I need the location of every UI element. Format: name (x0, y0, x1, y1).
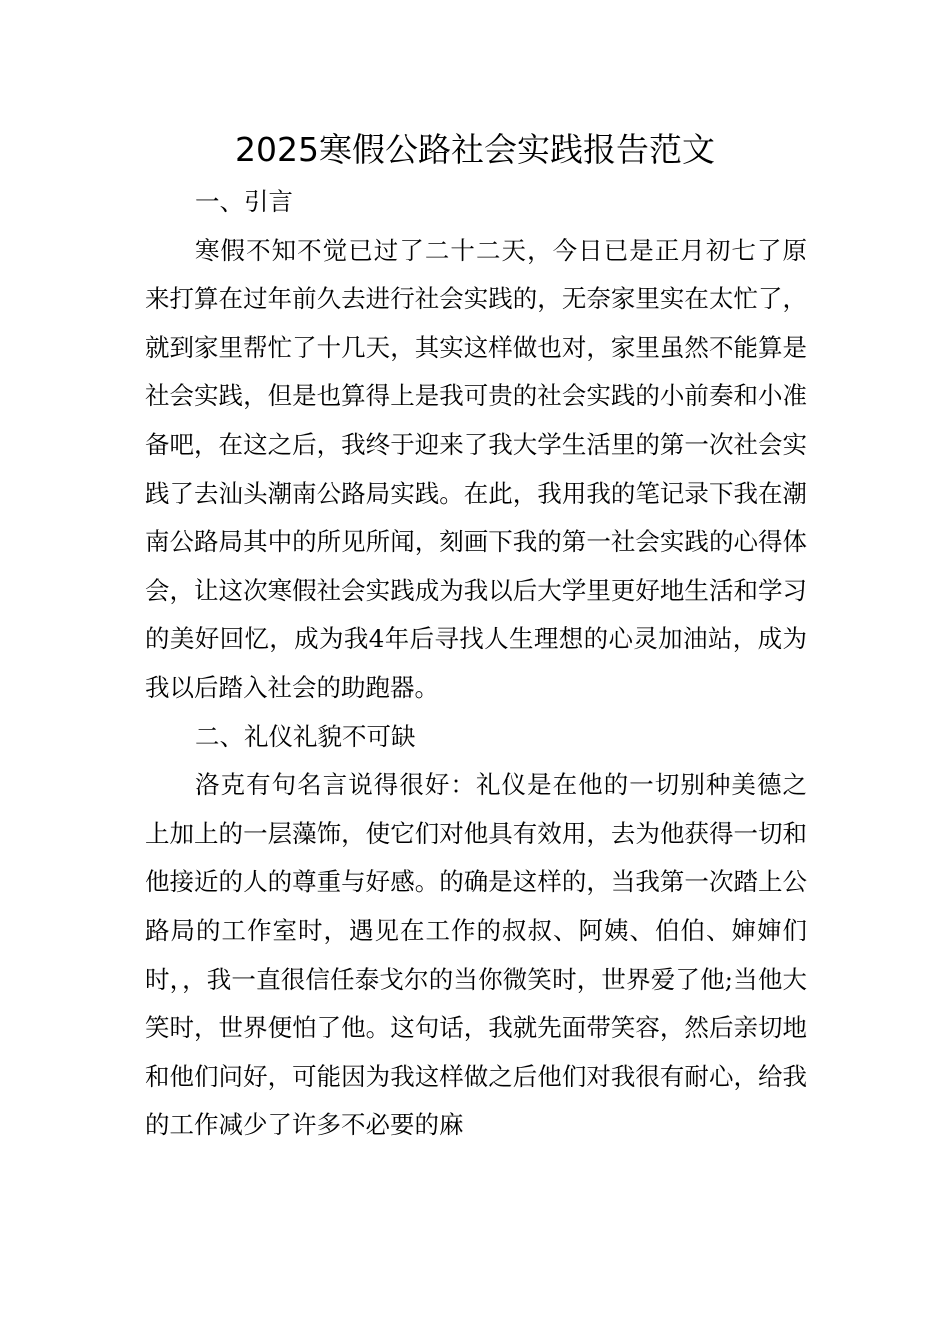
document-body (145, 178, 807, 1150)
document-title: 2025寒假公路社会实践报告范文 (235, 130, 715, 169)
section-paragraph-etiquette: 洛克有句名言说得很好：礼仪是在他的一切别种美德之上加上的一层藻饰，使它们对他具有效用，去为他获得一切和他接近的人的尊重与好感。的确是这样的，当我第一次踏上公路局的工作室时，遇见在工作的叔叔、阿姨、伯伯、婶婶们时，，我一直很信任泰戈尔的当你微笑时，世界爱了他;当他大笑时，世界便怕了他。这句话，我就先面带笑容，然后亲切地和他们问好，可能因为我这样做之后他们对我很有耐心，给我的工作减少了许多不必要的麻 (145, 770, 807, 1140)
section-heading-etiquette: 二、礼仪礼貌不可缺 (195, 721, 416, 751)
section-paragraph-introduction: 寒假不知不觉已过了二十二天，今日已是正月初七了原来打算在过年前久去进行社会实践的，无奈家里实在太忙了，就到家里帮忙了十几天，其实这样做也对，家里虽然不能算是社会实践，但是也算得上是我可贵的社会实践的小前奏和小准备吧，在这之后，我终于迎来了我大学生活里的第一次社会实践了去汕头潮南公路局实践。在此，我用我的笔记录下我在潮南公路局其中的所见所闻，刻画下我的第一社会实践的心得体会，让这次寒假社会实践成为我以后大学里更好地生活和学习的美好回忆，成为我4年后寻找人生理想的心灵加油站，成为我以后踏入社会的助跑器。 (145, 235, 807, 702)
section-heading-introduction: 一、引言 (195, 187, 293, 216)
